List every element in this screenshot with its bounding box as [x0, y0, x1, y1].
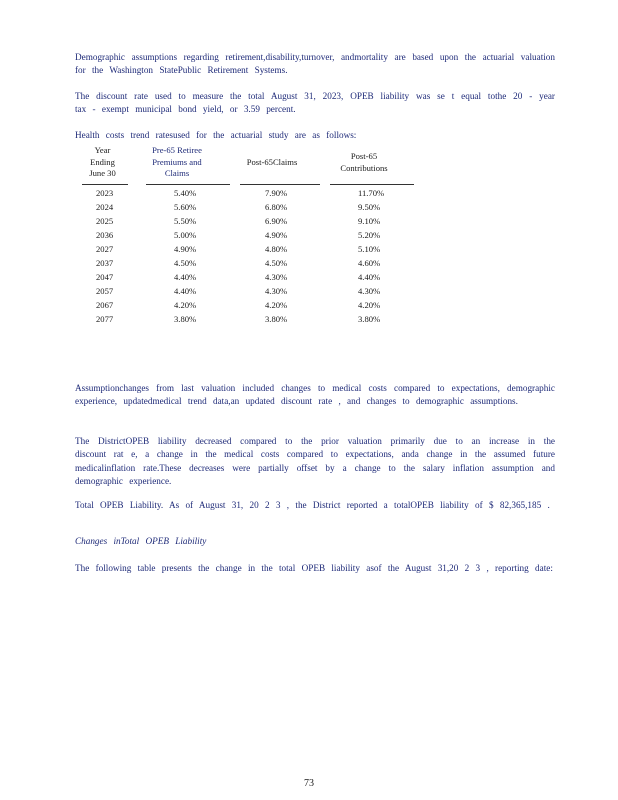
table-row	[80, 188, 420, 201]
cell-year: 2067	[96, 300, 114, 310]
cell-post65-contrib: 4.30%	[358, 286, 381, 296]
cell-post65-claims: 7.90%	[265, 188, 288, 198]
cell-pre65: 4.50%	[174, 258, 197, 268]
header-post65-claims-line: Post-65Claims	[246, 157, 298, 167]
cell-post65-claims: 4.30%	[265, 286, 288, 296]
header-pre65	[142, 145, 212, 180]
header-year-line: Year	[94, 145, 111, 155]
cell-post65-claims: 4.20%	[265, 300, 288, 310]
header-post65-contrib-line: Contributions	[340, 162, 388, 173]
table-row	[80, 202, 420, 215]
table-row	[80, 216, 420, 229]
cell-pre65: 4.90%	[174, 244, 197, 254]
cell-year: 2027	[96, 244, 114, 254]
header-post65-contributions	[326, 151, 402, 174]
discount-rate-paragraph: The discount rate used to measure the total August 31, 2023, OPEB liability was se t equal tothe 20 - year tax - exempt municipal bond yield, or 3.59 percent.	[75, 91, 555, 115]
cell-post65-contrib: 4.20%	[358, 300, 381, 310]
table-row	[80, 244, 420, 257]
cell-pre65: 4.40%	[174, 286, 197, 296]
cell-post65-contrib: 5.20%	[358, 230, 381, 240]
header-rule	[330, 184, 414, 185]
cell-post65-claims: 4.50%	[265, 258, 288, 268]
cell-post65-claims: 4.30%	[265, 272, 288, 282]
table-row	[80, 258, 420, 271]
changes-in-total-opeb-heading: Changes inTotal OPEB Liability	[75, 536, 207, 546]
cell-year: 2036	[96, 230, 114, 240]
cell-post65-contrib: 11.70%	[358, 188, 385, 198]
health-cost-trend-intro: Health costs trend ratesused for the actuarial study are as follows:	[75, 130, 357, 140]
table-row	[80, 286, 420, 299]
header-year	[80, 145, 125, 180]
cell-pre65: 5.40%	[174, 188, 197, 198]
table-row	[80, 300, 420, 313]
table-row	[80, 230, 420, 243]
cell-post65-claims: 6.80%	[265, 202, 288, 212]
cell-post65-contrib: 4.40%	[358, 272, 381, 282]
header-rule	[240, 184, 320, 185]
header-post65-claims	[234, 157, 310, 169]
cell-year: 2025	[96, 216, 114, 226]
header-pre65-line: Pre-65 Retiree	[152, 145, 202, 155]
cell-year: 2024	[96, 202, 114, 212]
cell-year: 2023	[96, 188, 114, 198]
cell-pre65: 5.50%	[174, 216, 197, 226]
cell-pre65: 4.20%	[174, 300, 197, 310]
cell-pre65: 5.00%	[174, 230, 197, 240]
cell-pre65: 4.40%	[174, 272, 197, 282]
cell-post65-contrib: 9.50%	[358, 202, 381, 212]
header-pre65-line: Premiums and	[152, 156, 202, 167]
cell-year: 2047	[96, 272, 114, 282]
table-row	[80, 272, 420, 285]
cell-year: 2037	[96, 258, 114, 268]
cell-post65-claims: 4.80%	[265, 244, 288, 254]
following-table-paragraph: The following table presents the change in the total OPEB liability asof the August 31,20 2 3 , reporting date:	[75, 563, 553, 573]
header-post65-contrib-line: Post-65	[350, 151, 378, 161]
header-year-line: Ending	[90, 156, 115, 167]
cell-pre65: 3.80%	[174, 314, 197, 324]
total-opeb-liability-paragraph: Total OPEB Liability. As of August 31, 20 2 3 , the District reported a totalOPEB liability of $ 82,365,185 .	[75, 500, 550, 510]
cell-year: 2057	[96, 286, 114, 296]
header-rule	[146, 184, 230, 185]
cell-post65-contrib: 9.10%	[358, 216, 381, 226]
cell-post65-contrib: 4.60%	[358, 258, 381, 268]
table-row	[80, 314, 420, 327]
cell-post65-claims: 3.80%	[265, 314, 288, 324]
cell-pre65: 5.60%	[174, 202, 197, 212]
page-number: 73	[304, 778, 314, 789]
demographic-assumptions-paragraph: Demographic assumptions regarding retirement,disability,turnover, andmortality are based upon the actuarial valuation for the Washington StatePublic Retirement Systems.	[75, 52, 555, 76]
header-year-line: June 30	[89, 168, 116, 178]
header-pre65-line: Claims	[164, 168, 190, 178]
cell-post65-contrib: 3.80%	[358, 314, 381, 324]
cell-post65-contrib: 5.10%	[358, 244, 381, 254]
header-rule	[82, 184, 128, 185]
opeb-liability-decrease-paragraph: The DistrictOPEB liability decreased compared to the prior valuation primarily due to an increase in the discount rat e, a change in the medical costs compared to expectations, anda change in the assumed future medicalinflation rate.These decreases were partially offset by a change to the salary inflation assumption and demographic experience.	[75, 436, 555, 487]
cell-post65-claims: 6.90%	[265, 216, 288, 226]
cell-year: 2077	[96, 314, 114, 324]
cell-post65-claims: 4.90%	[265, 230, 288, 240]
assumption-changes-paragraph: Assumptionchanges from last valuation included changes to medical costs compared to expectations, demographic experience, updatedmedical trend data,an updated discount rate , and changes to demographic assumptions.	[75, 383, 555, 407]
